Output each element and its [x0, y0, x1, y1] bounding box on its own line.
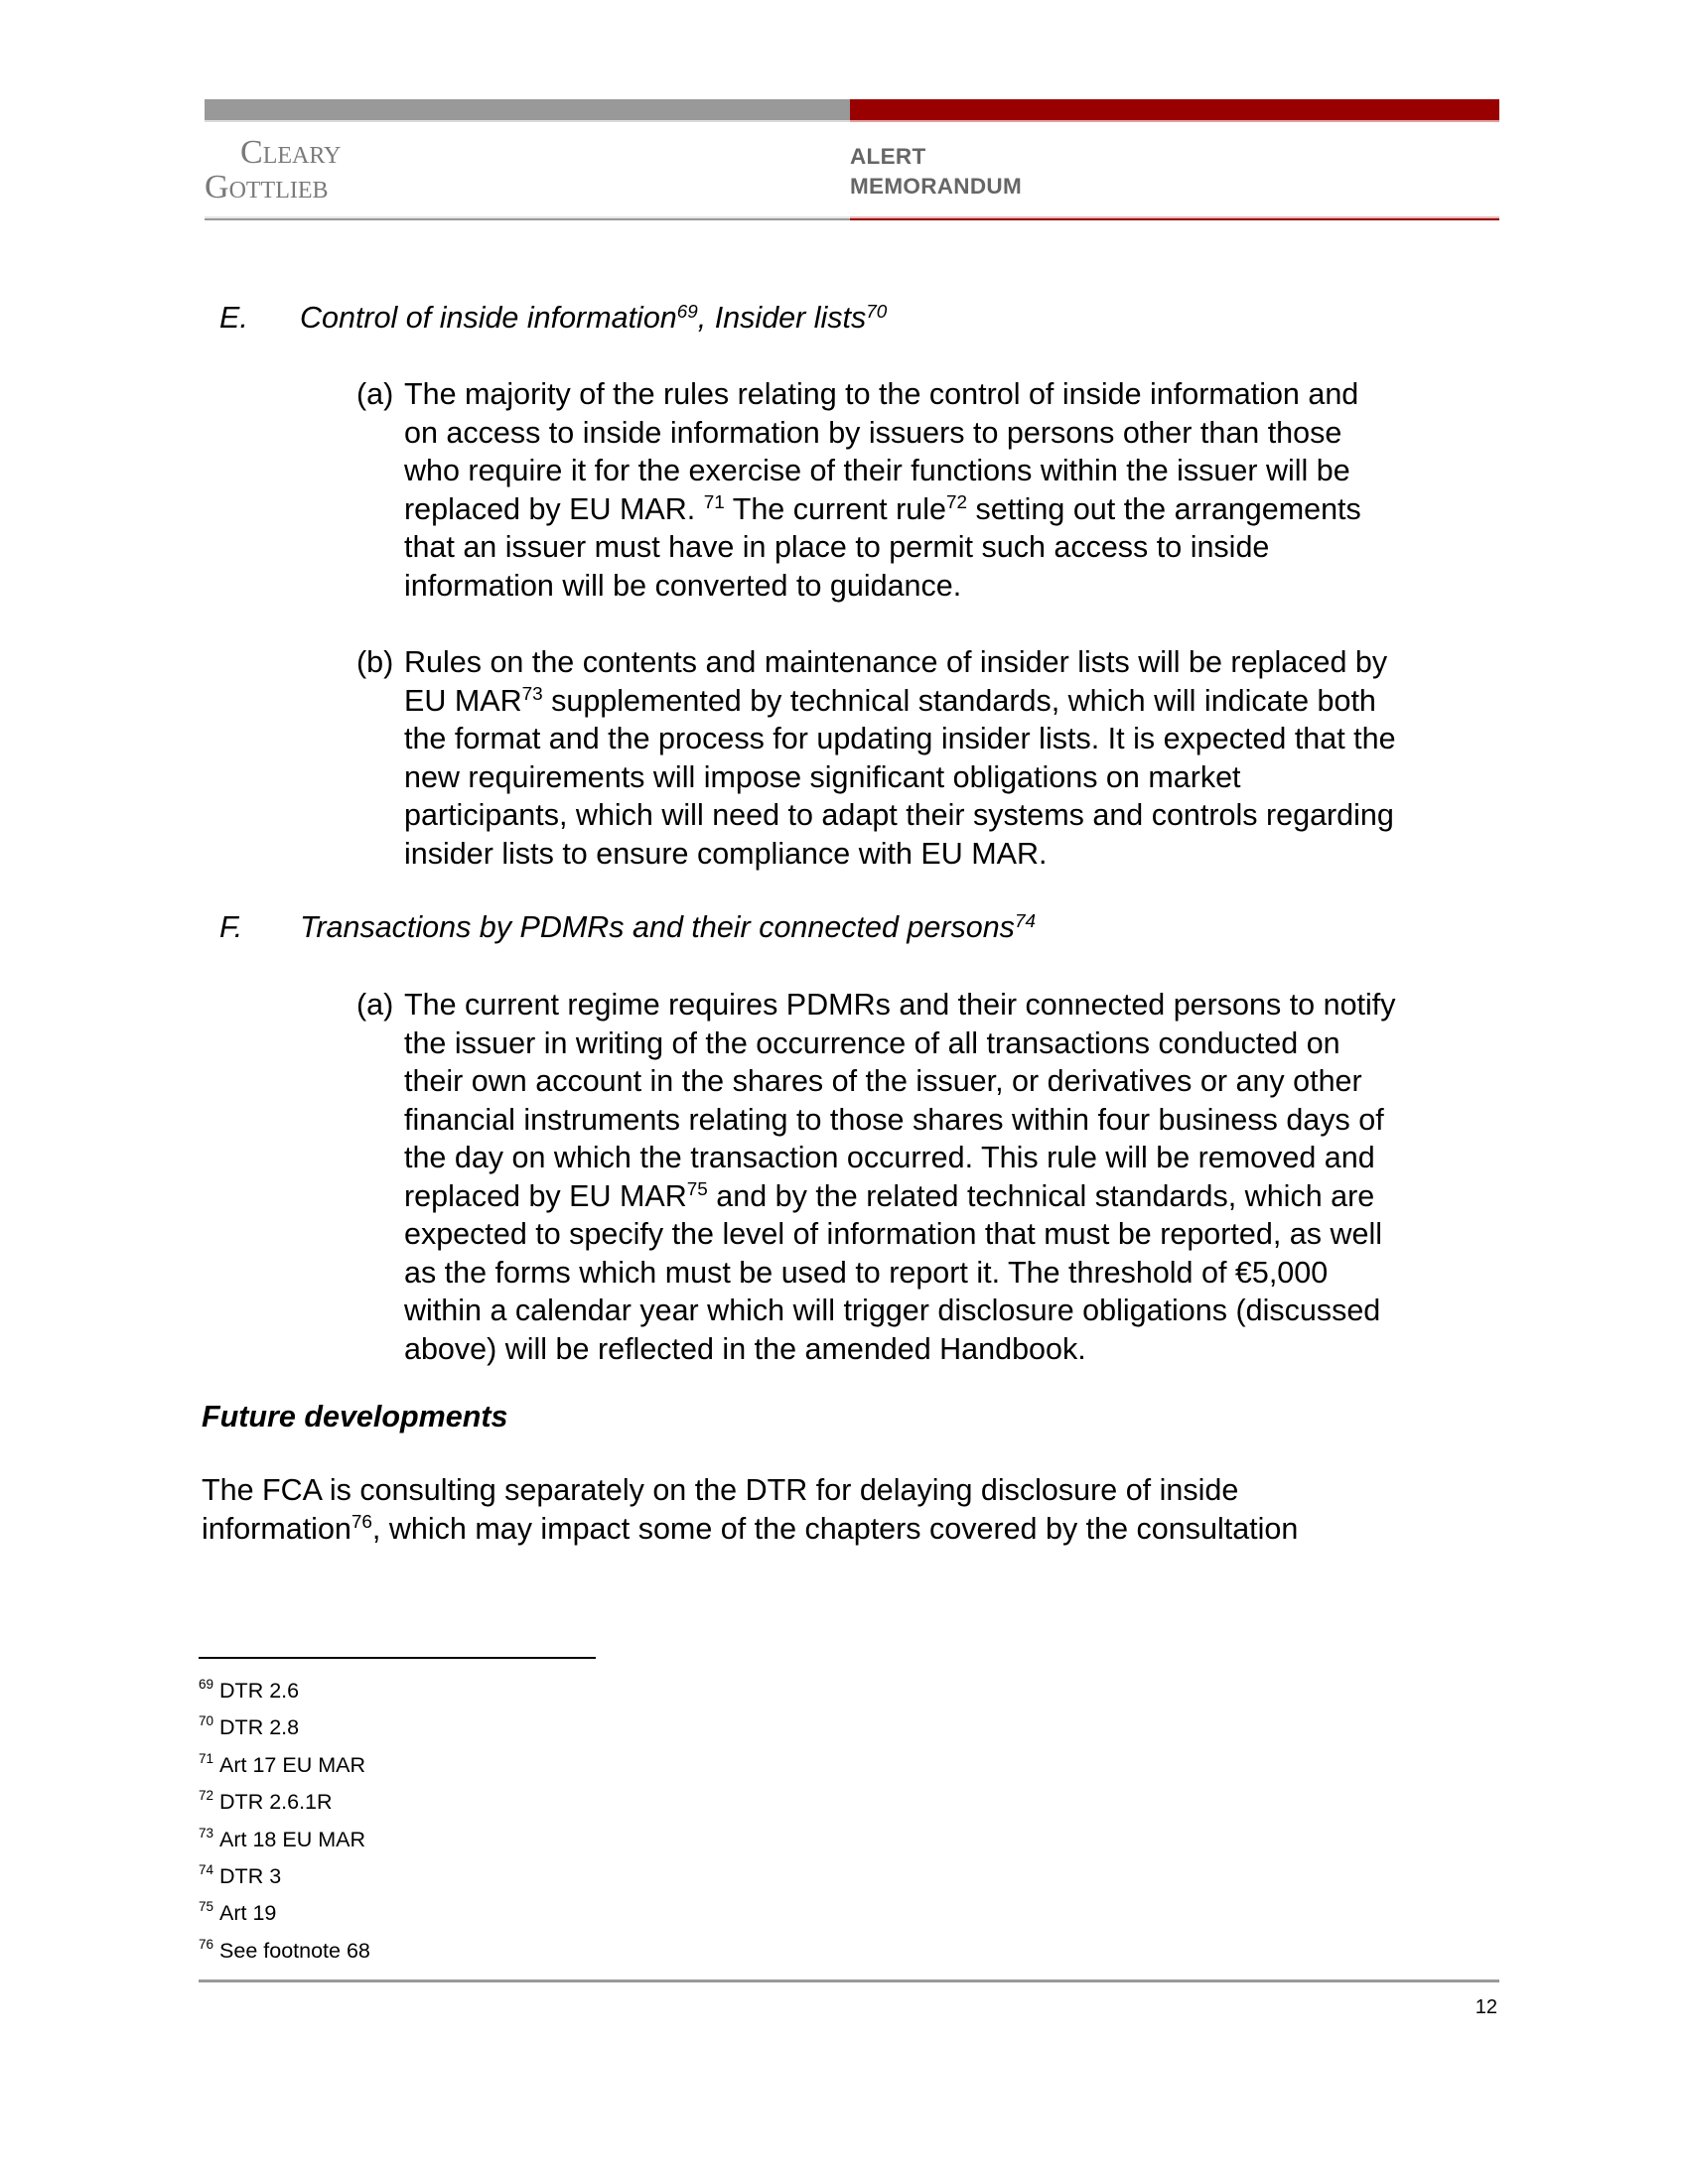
- memo-line-1: ALERT: [850, 144, 926, 169]
- footnote-72: [199, 1785, 370, 1822]
- item-label: (b): [356, 645, 394, 679]
- text-line: The FCA is consulting separately on the DTR for delaying disclosure of inside: [202, 1473, 1239, 1507]
- text-line: the format and the process for updating insider lists. It is expected that the: [404, 722, 1396, 755]
- text-line: within a calendar year which will trigger disclosure obligations (discussed: [404, 1294, 1381, 1327]
- item-label: (a): [356, 988, 394, 1022]
- section-f-title-text: Transactions by PDMRs and their connected persons: [300, 910, 1015, 944]
- text-line: that an issuer must have in place to permit such access to inside: [404, 530, 1270, 564]
- footnote-number: 72: [199, 1788, 214, 1804]
- page-number: 12: [1475, 1996, 1497, 2018]
- text-line: [202, 1510, 1502, 1549]
- header-red-bar: [850, 99, 1499, 120]
- footnote-76: [199, 1934, 370, 1971]
- text-line: [404, 682, 1506, 721]
- footnote-75: [199, 1896, 370, 1933]
- footnote-text: Art 19: [219, 1901, 277, 1926]
- section-e-label: E.: [219, 301, 248, 335]
- text-line: as the forms which must be used to report it. The threshold of €5,000: [404, 1255, 1329, 1290]
- text-line: the issuer in writing of the occurrence of all transactions conducted on: [404, 1025, 1340, 1060]
- footnote-73: [199, 1823, 370, 1859]
- footnote-text: DTR 3: [219, 1864, 282, 1889]
- logo-line-2: GOTTLIEB: [205, 169, 329, 205]
- text-line: expected to specify the level of information that must be reported, as well: [404, 1217, 1382, 1251]
- text-fragment: EU MAR: [404, 683, 522, 718]
- memo-line-2: MEMORANDUM: [850, 174, 1022, 199]
- footnote-number: 71: [199, 1750, 214, 1766]
- footnote-number: 69: [199, 1677, 214, 1692]
- text-fragment: replaced by EU MAR.: [404, 491, 704, 526]
- logo-line-2-rest: OTTLIEB: [228, 178, 329, 204]
- text-line: new requirements will impose significant obligations on market: [404, 759, 1241, 794]
- footnote-ref-69[interactable]: 69: [676, 301, 698, 323]
- text-fragment: , which may impact some of the chapters covered by the consultation: [371, 1511, 1299, 1546]
- footnote-text: DTR 2.6: [219, 1679, 300, 1703]
- footnote-70: [199, 1710, 370, 1747]
- section-f-label: F.: [219, 910, 243, 944]
- section-e-title-part1: Control of inside information: [300, 301, 677, 335]
- header-gray-bar-shadow: [205, 120, 850, 122]
- header-rule-red: [850, 218, 1499, 220]
- future-developments-paragraph: [202, 1471, 1502, 1548]
- footnote-ref-71[interactable]: 71: [703, 492, 725, 514]
- text-fragment: setting out the arrangements: [967, 491, 1361, 526]
- text-line: The majority of the rules relating to the control of inside information and: [404, 377, 1359, 411]
- text-line: above) will be reflected in the amended Handbook.: [404, 1331, 1086, 1366]
- document-type-label: [850, 142, 1022, 202]
- footnote-ref-75[interactable]: 75: [686, 1179, 708, 1201]
- footnote-text: Art 17 EU MAR: [219, 1752, 365, 1777]
- footnote-number: 76: [199, 1936, 214, 1952]
- footnote-number: 74: [199, 1862, 214, 1878]
- footnote-text: DTR 2.8: [219, 1715, 300, 1740]
- item-label: (a): [356, 377, 394, 411]
- firm-logo: [205, 134, 344, 206]
- item-body: [404, 643, 1506, 873]
- future-developments-heading: Future developments: [202, 1400, 508, 1433]
- text-line: [404, 490, 1506, 529]
- footnote-text: See footnote 68: [219, 1938, 370, 1963]
- footnote-69: [199, 1674, 370, 1710]
- text-line: on access to inside information by issuers to persons other than those: [404, 415, 1342, 450]
- footer-rule: [199, 1979, 1499, 1982]
- text-fragment: information: [202, 1511, 352, 1546]
- footnote-number: 70: [199, 1713, 214, 1729]
- logo-line-1-rest: LEARY: [262, 143, 342, 169]
- text-line: financial instruments relating to those shares within four business days of: [404, 1102, 1384, 1137]
- header-gray-bar: [205, 99, 850, 120]
- footnote-text: DTR 2.6.1R: [219, 1790, 333, 1815]
- text-line: participants, which will need to adapt their systems and controls regarding: [404, 798, 1394, 832]
- footnote-74: [199, 1859, 370, 1896]
- text-fragment: and by the related technical standards, which are: [707, 1178, 1375, 1213]
- text-line: the day on which the transaction occurred. This rule will be removed and: [404, 1141, 1375, 1174]
- footnotes-list: [199, 1674, 370, 1971]
- text-line: their own account in the shares of the issuer, or derivatives or any other: [404, 1064, 1362, 1098]
- section-e-title: [300, 299, 887, 337]
- text-line: information will be converted to guidance.: [404, 568, 962, 603]
- text-line: insider lists to ensure compliance with EU MAR.: [404, 836, 1048, 871]
- footnote-ref-73[interactable]: 73: [521, 684, 543, 706]
- footnote-ref-72[interactable]: 72: [945, 492, 968, 514]
- text-fragment: The current rule: [724, 491, 946, 526]
- text-line: who require it for the exercise of their functions within the issuer will be: [404, 454, 1350, 487]
- footnote-number: 75: [199, 1899, 214, 1915]
- logo-line-1: CLEARY: [240, 134, 342, 171]
- section-e-title-part2: , Insider lists: [697, 301, 867, 335]
- footnote-text: Art 18 EU MAR: [219, 1827, 365, 1851]
- item-body: [404, 375, 1506, 605]
- footnote-71: [199, 1748, 370, 1785]
- item-body: [404, 986, 1506, 1368]
- text-fragment: supplemented by technical standards, which will indicate both: [542, 683, 1376, 718]
- text-line: [404, 1177, 1506, 1216]
- section-f-title: [300, 908, 1036, 946]
- footnote-number: 73: [199, 1825, 214, 1841]
- text-line: The current regime requires PDMRs and their connected persons to notify: [404, 988, 1396, 1022]
- header-rule-gray: [205, 218, 850, 220]
- footnote-ref-74[interactable]: 74: [1014, 910, 1036, 932]
- footnote-ref-70[interactable]: 70: [866, 301, 888, 323]
- footnote-ref-76[interactable]: 76: [351, 1512, 372, 1534]
- text-fragment: replaced by EU MAR: [404, 1178, 687, 1213]
- footnote-separator: [199, 1657, 596, 1659]
- header-red-bar-shadow: [850, 120, 1499, 122]
- text-line: Rules on the contents and maintenance of insider lists will be replaced by: [404, 645, 1388, 679]
